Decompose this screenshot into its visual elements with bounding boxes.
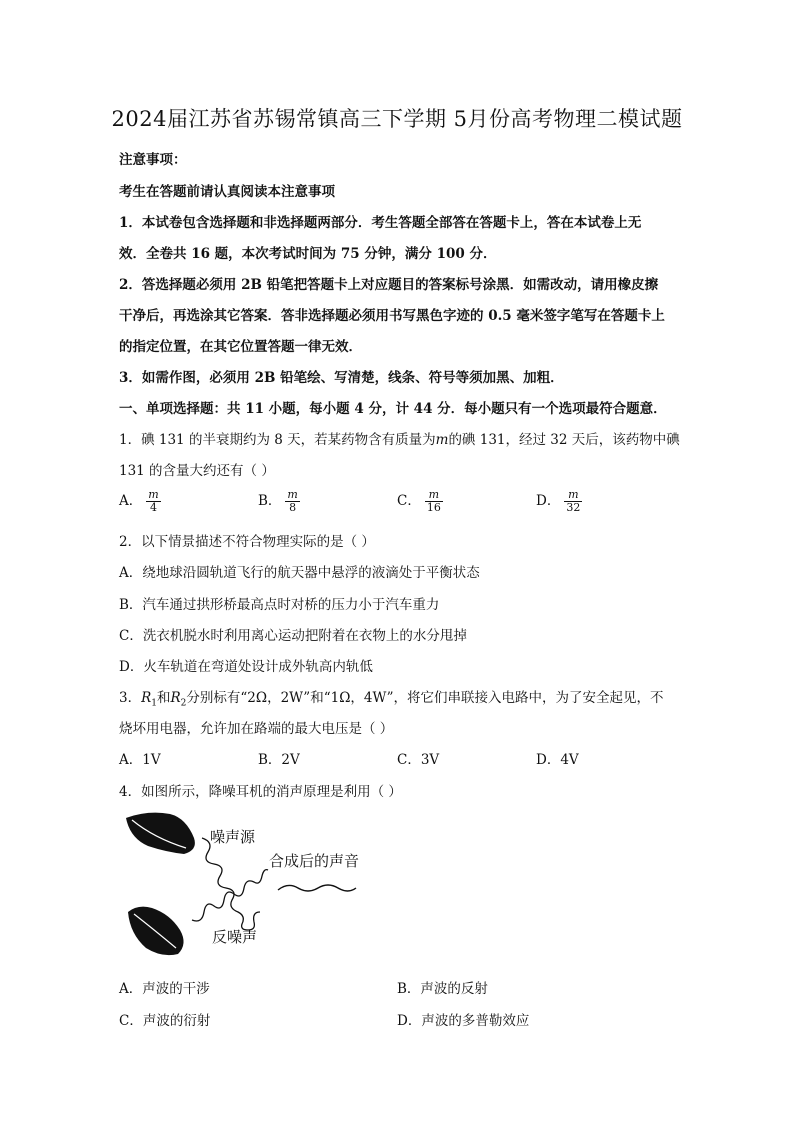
notice-item1-line2: 效．全卷共 16 题，本次考试时间为 75 分钟，满分 100 分． (119, 246, 497, 262)
q2-stem: 2．以下情景描述不符合物理实际的是（ ） (119, 534, 375, 550)
q3-option-d[interactable]: D．4V (536, 752, 579, 768)
combined-sound-label: 合成后的声音 (269, 852, 360, 870)
q4-option-d[interactable]: D．声波的多普勒效应 (397, 1013, 530, 1029)
q1-stem-line1: 1．碘 131 的半衰期约为 8 天，若某药物含有质量为m的碘 131，经过 32 天后，该药物中碘 (119, 432, 680, 448)
q1-option-b[interactable]: B． $\frac{m}{8}$ (258, 488, 298, 514)
q4-option-c[interactable]: C．声波的衍射 (119, 1013, 211, 1029)
q2-option-d[interactable]: D．火车轨道在弯道处设计成外轨高内轨低 (119, 659, 373, 675)
q4-stem: 4．如图所示，降噪耳机的消声原理是利用（ ） (119, 784, 402, 800)
notice-item2-line1: 2．答选择题必须用 2B 铅笔把答题卡上对应题目的答案标号涂黑．如需改动，请用橡皮擦 (119, 277, 659, 293)
q2-option-b[interactable]: B．汽车通过拱形桥最高点时对桥的压力小于汽车重力 (119, 597, 440, 613)
anti-noise-label: 反噪声 (212, 928, 258, 946)
q1-stem-line2: 131 的含量大约还有（ ） (119, 463, 275, 479)
noise-source-label: 噪声源 (210, 828, 256, 846)
noise-wave (202, 838, 260, 930)
notice-item3: 3．如需作图，必须用 2B 铅笔绘、写清楚，线条、符号等须加黑、加粗． (119, 370, 564, 386)
notice-item2-line3: 的指定位置，在其它位置答题一律无效． (119, 339, 362, 355)
q3-option-b[interactable]: B．2V (258, 752, 300, 768)
noise-cancelling-figure (118, 808, 378, 966)
combined-wave (278, 885, 356, 891)
notice-item2-line2: 干净后，再选涂其它答案．答非选择题必须用书写黑色字迹的 0.5 毫米签字笔写在答题卡上 (119, 308, 665, 324)
notice-heading: 注意事项： (119, 152, 187, 168)
page-title: 2024届江苏省苏锡常镇高三下学期 5月份高考物理二模试题 (111, 107, 683, 131)
q3-stem-line2: 烧坏用电器，允许加在路端的最大电压是（ ） (119, 721, 394, 737)
q4-option-b[interactable]: B．声波的反射 (397, 981, 488, 997)
notice-intro: 考生在答题前请认真阅读本注意事项 (119, 184, 335, 200)
q1-option-c[interactable]: C． $\frac{m}{16}$ (397, 488, 441, 514)
q3-stem-line1: 3．$R_1$和$R_2$分别标有“2Ω，2W”和“1Ω，4W”，将它们串联接入电路中，为了安全起见，不 (119, 690, 664, 709)
q2-option-c[interactable]: C．洗衣机脱水时利用离心运动把附着在衣物上的水分甩掉 (119, 628, 467, 644)
q1-option-a[interactable]: A． $\frac{m}{4}$ (119, 488, 159, 514)
q1-option-d[interactable]: D． $\frac{m}{32}$ (536, 488, 581, 514)
q3-option-a[interactable]: A．1V (119, 752, 161, 768)
q3-option-c[interactable]: C．3V (397, 752, 440, 768)
q4-option-a[interactable]: A．声波的干涉 (119, 981, 210, 997)
q2-option-a[interactable]: A．绕地球沿圆轨道飞行的航天器中悬浮的液滴处于平衡状态 (119, 565, 480, 581)
notice-item1-line1: 1．本试卷包含选择题和非选择题两部分．考生答题全部答在答题卡上，答在本试卷上无 (119, 215, 642, 231)
section-heading: 一、单项选择题：共 11 小题，每小题 4 分，计 44 分．每小题只有一个选项最符合题意． (119, 401, 667, 417)
